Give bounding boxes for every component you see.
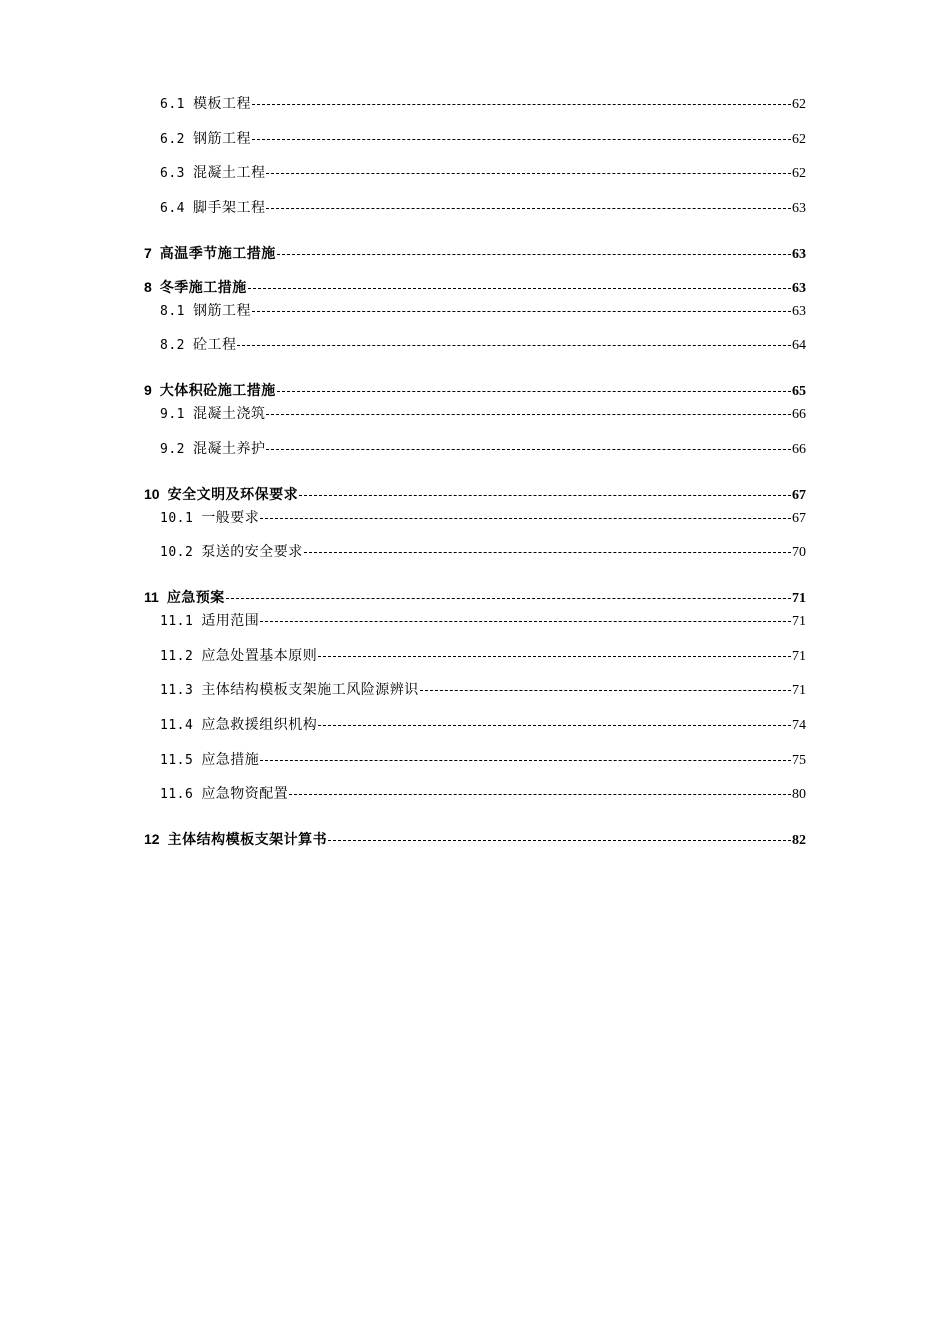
toc-entry-8-2[interactable] (144, 335, 806, 370)
toc-entry-title: 模板工程 (192, 96, 251, 112)
toc-entry-number: 11.3 (160, 683, 194, 699)
toc-entry-title: 应急预案 (166, 589, 225, 606)
toc-entry-page: 67 (792, 487, 806, 503)
toc-entry-number: 9 (144, 382, 152, 399)
dot-leader (328, 830, 791, 844)
toc-entry-8[interactable] (144, 277, 806, 301)
toc-entry-10-2[interactable] (144, 542, 806, 577)
toc-entry-title: 主体结构模板支架施工风险源辨识 (201, 682, 419, 699)
toc-entry-page: 71 (792, 613, 806, 629)
dot-leader (266, 439, 791, 453)
toc-entry-title: 一般要求 (201, 509, 260, 526)
toc-entry-11-3[interactable] (144, 680, 806, 715)
toc-entry-page: 71 (792, 590, 806, 606)
dot-leader (260, 750, 791, 764)
dot-leader (277, 244, 791, 258)
dot-leader (318, 646, 791, 660)
toc-entry-11-2[interactable] (144, 646, 806, 681)
dot-leader (260, 611, 791, 625)
dot-leader (420, 680, 791, 694)
toc-entry-page: 80 (792, 787, 806, 803)
toc-entry-number: 8.1 (160, 303, 185, 319)
toc-entry-title: 高温季节施工措施 (159, 245, 276, 262)
toc-entry-11-5[interactable] (144, 750, 806, 785)
toc-entry-number: 11.5 (160, 752, 194, 768)
toc-entry-title: 应急措施 (201, 751, 260, 768)
toc-entry-page: 66 (792, 407, 806, 423)
toc-entry-number: 10 (144, 485, 160, 502)
toc-entry-page: 63 (792, 246, 806, 262)
toc-entry-9-1[interactable] (144, 404, 806, 439)
toc-entry-6-1[interactable] (144, 94, 806, 129)
toc-entry-title: 混凝土工程 (192, 165, 266, 182)
toc-entry-title: 应急救援组织机构 (201, 716, 318, 733)
toc-entry-8-1[interactable] (144, 301, 806, 336)
toc-entry-title: 主体结构模板支架计算书 (167, 832, 328, 848)
toc-entry-number: 11.1 (160, 613, 194, 629)
toc-entry-number: 7 (144, 244, 152, 261)
toc-entry-number: 11.2 (160, 648, 194, 664)
dot-leader (318, 715, 791, 729)
toc-entry-page: 66 (792, 441, 806, 457)
dot-leader (266, 163, 791, 177)
toc-entry-page: 62 (792, 166, 806, 182)
toc-entry-11-6[interactable] (144, 784, 806, 819)
toc-entry-title: 应急物资配置 (201, 786, 289, 803)
toc-entry-title: 适用范围 (201, 612, 260, 629)
toc-entry-page: 63 (792, 201, 806, 217)
toc-entry-6-3[interactable] (144, 163, 806, 198)
dot-leader (248, 278, 791, 292)
toc-entry-page: 70 (792, 545, 806, 561)
dot-leader (266, 198, 791, 212)
dot-leader (260, 508, 791, 522)
toc-entry-title: 安全文明及环保要求 (167, 486, 299, 503)
toc-entry-page: 75 (792, 752, 806, 768)
dot-leader (304, 542, 791, 556)
dot-leader (252, 129, 791, 143)
toc-entry-11-1[interactable] (144, 611, 806, 646)
toc-entry-number: 10.1 (160, 510, 194, 526)
toc-entry-title: 脚手架工程 (192, 200, 266, 217)
toc-entry-7[interactable] (144, 243, 806, 267)
toc-entry-page: 74 (792, 717, 806, 733)
toc-entry-title: 混凝土浇筑 (192, 406, 266, 423)
toc-entry-page: 65 (792, 384, 806, 400)
table-of-contents (144, 94, 806, 853)
toc-entry-number: 8 (144, 278, 152, 295)
toc-entry-title: 钢筋工程 (192, 302, 251, 319)
toc-entry-title: 大体积砼施工措施 (159, 383, 276, 400)
toc-entry-9[interactable] (144, 380, 806, 404)
toc-entry-title: 泵送的安全要求 (201, 544, 303, 561)
toc-entry-title: 应急处置基本原则 (201, 647, 318, 664)
toc-entry-title: 钢筋工程 (192, 130, 251, 147)
toc-entry-page: 67 (792, 510, 806, 526)
toc-entry-number: 11.6 (160, 787, 194, 803)
toc-entry-page: 63 (792, 280, 806, 296)
toc-entry-number: 6.2 (160, 131, 185, 147)
dot-leader (266, 404, 791, 418)
toc-entry-11-4[interactable] (144, 715, 806, 750)
dot-leader (237, 335, 791, 349)
toc-entry-12[interactable] (144, 829, 806, 853)
toc-entry-number: 11 (144, 588, 159, 605)
toc-entry-page: 63 (792, 303, 806, 319)
toc-entry-number: 11.4 (160, 717, 194, 733)
toc-entry-page: 62 (792, 131, 806, 147)
toc-entry-11[interactable] (144, 587, 806, 611)
dot-leader (252, 301, 791, 315)
dot-leader (226, 588, 791, 602)
toc-entry-number: 10.2 (160, 545, 194, 561)
dot-leader (289, 784, 791, 798)
toc-entry-page: 82 (792, 833, 806, 848)
toc-entry-title: 混凝土养护 (192, 440, 266, 457)
toc-entry-9-2[interactable] (144, 439, 806, 474)
toc-entry-page: 62 (792, 97, 806, 112)
dot-leader (252, 94, 791, 108)
toc-entry-6-4[interactable] (144, 198, 806, 233)
toc-entry-number: 6.4 (160, 201, 185, 217)
toc-entry-number: 8.2 (160, 338, 185, 354)
dot-leader (299, 485, 791, 499)
toc-entry-number: 12 (144, 831, 160, 847)
toc-entry-page: 64 (792, 338, 806, 354)
toc-entry-10[interactable] (144, 484, 806, 508)
toc-entry-number: 6.3 (160, 166, 185, 182)
dot-leader (277, 381, 791, 395)
toc-entry-page: 71 (792, 648, 806, 664)
toc-entry-title: 冬季施工措施 (159, 279, 247, 296)
toc-entry-number: 9.1 (160, 407, 185, 423)
toc-entry-number: 6.1 (160, 97, 185, 112)
toc-entry-10-1[interactable] (144, 508, 806, 543)
toc-entry-title: 砼工程 (192, 337, 237, 354)
toc-entry-page: 71 (792, 683, 806, 699)
toc-entry-6-2[interactable] (144, 129, 806, 164)
toc-entry-number: 9.2 (160, 441, 185, 457)
